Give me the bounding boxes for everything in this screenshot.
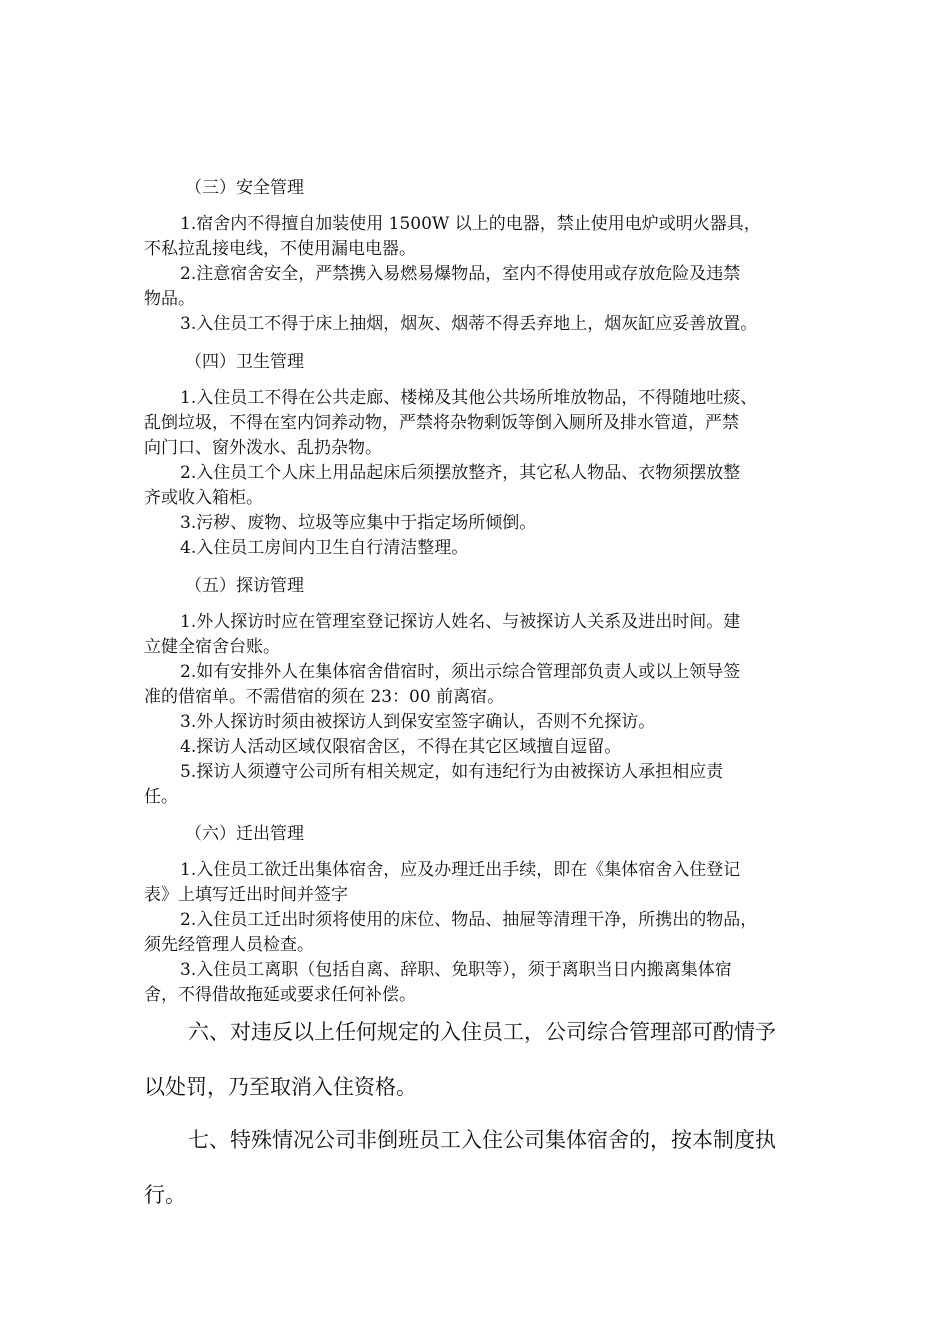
text-line: 七、特殊情况公司非倒班员工入住公司集体宿舍的，按本制度执 <box>188 1128 776 1152</box>
hygiene-item-4 <box>144 536 809 561</box>
text-line: 准的借宿单。不需借宿的须在 23：00 前离宿。 <box>144 687 505 707</box>
text-line: 六、对违反以上任何规定的入住员工，公司综合管理部可酌情予 <box>188 1020 776 1044</box>
text-line: 物品。 <box>144 289 195 309</box>
moveout-item-2 <box>144 908 809 958</box>
safety-item-2 <box>144 262 809 312</box>
text-line: 1.入住员工不得在公共走廊、楼梯及其他公共场所堆放物品，不得随地吐痰、 <box>180 388 758 408</box>
section-heading-hygiene: （四）卫生管理 <box>185 352 304 372</box>
moveout-item-3 <box>144 958 809 1008</box>
visits-item-3 <box>144 710 809 735</box>
text-line: 5.探访人须遵守公司所有相关规定，如有违纪行为由被探访人承担相应责 <box>180 762 724 782</box>
hygiene-item-1 <box>144 386 809 461</box>
text-line: 3.污秽、废物、垃圾等应集中于指定场所倾倒。 <box>180 513 537 533</box>
hygiene-item-3 <box>144 511 809 536</box>
safety-item-1 <box>144 212 809 262</box>
text-line: 4.探访人活动区域仅限宿舍区，不得在其它区域擅自逗留。 <box>180 737 622 757</box>
text-line: 2.入住员工迁出时须将使用的床位、物品、抽屉等清理干净，所携出的物品， <box>180 910 758 930</box>
text-line: 须先经管理人员检查。 <box>144 935 314 955</box>
section-heading-visits: （五）探访管理 <box>185 576 304 596</box>
section-heading-safety: （三）安全管理 <box>185 178 304 198</box>
section-heading-moveout: （六）迁出管理 <box>185 824 304 844</box>
text-line: 任。 <box>144 787 178 807</box>
text-line: 2.入住员工个人床上用品起床后须摆放整齐，其它私人物品、衣物须摆放整 <box>180 463 741 483</box>
text-line: 3.入住员工离职（包括自离、辞职、免职等），须于离职当日内搬离集体宿 <box>180 960 732 980</box>
hygiene-item-2 <box>144 461 809 511</box>
text-line: 舍，不得借故拖延或要求任何补偿。 <box>144 985 416 1005</box>
text-line: 2.如有安排外人在集体宿舍借宿时，须出示综合管理部负责人或以上领导签 <box>180 662 741 682</box>
text-line: 3.入住员工不得于床上抽烟，烟灰、烟蒂不得丢弃地上，烟灰缸应妥善放置。 <box>180 314 758 334</box>
text-line: 向门口、窗外泼水、乱扔杂物。 <box>144 438 382 458</box>
visits-item-4 <box>144 735 809 760</box>
text-line: 表》上填写迁出时间并签字 <box>144 885 348 905</box>
visits-item-1 <box>144 610 809 660</box>
text-line: 1.外人探访时应在管理室登记探访人姓名、与被探访人关系及进出时间。建 <box>180 612 741 632</box>
text-line: 行。 <box>144 1183 186 1207</box>
article-seven <box>144 1125 814 1210</box>
article-six <box>144 1017 814 1102</box>
text-line: 乱倒垃圾，不得在室内饲养动物，严禁将杂物剩饭等倒入厕所及排水管道，严禁 <box>144 413 739 433</box>
text-line: 立健全宿舍台账。 <box>144 637 280 657</box>
text-line: 4.入住员工房间内卫生自行清洁整理。 <box>180 538 469 558</box>
text-line: 不私拉乱接电线，不使用漏电电器。 <box>144 239 416 259</box>
moveout-item-1 <box>144 858 809 908</box>
text-line: 以处罚，乃至取消入住资格。 <box>144 1075 417 1099</box>
text-line: 齐或收入箱柜。 <box>144 488 263 508</box>
text-line: 2.注意宿舍安全，严禁携入易燃易爆物品，室内不得使用或存放危险及违禁 <box>180 264 741 284</box>
text-line: 1.宿舍内不得擅自加装使用 1500W 以上的电器，禁止使用电炉或明火器具， <box>180 214 761 234</box>
text-line: 1.入住员工欲迁出集体宿舍，应及办理迁出手续，即在《集体宿舍入住登记 <box>180 860 741 880</box>
text-line: 3.外人探访时须由被探访人到保安室签字确认，否则不允探访。 <box>180 712 656 732</box>
visits-item-5 <box>144 760 809 810</box>
safety-item-3 <box>144 312 809 337</box>
visits-item-2 <box>144 660 809 710</box>
